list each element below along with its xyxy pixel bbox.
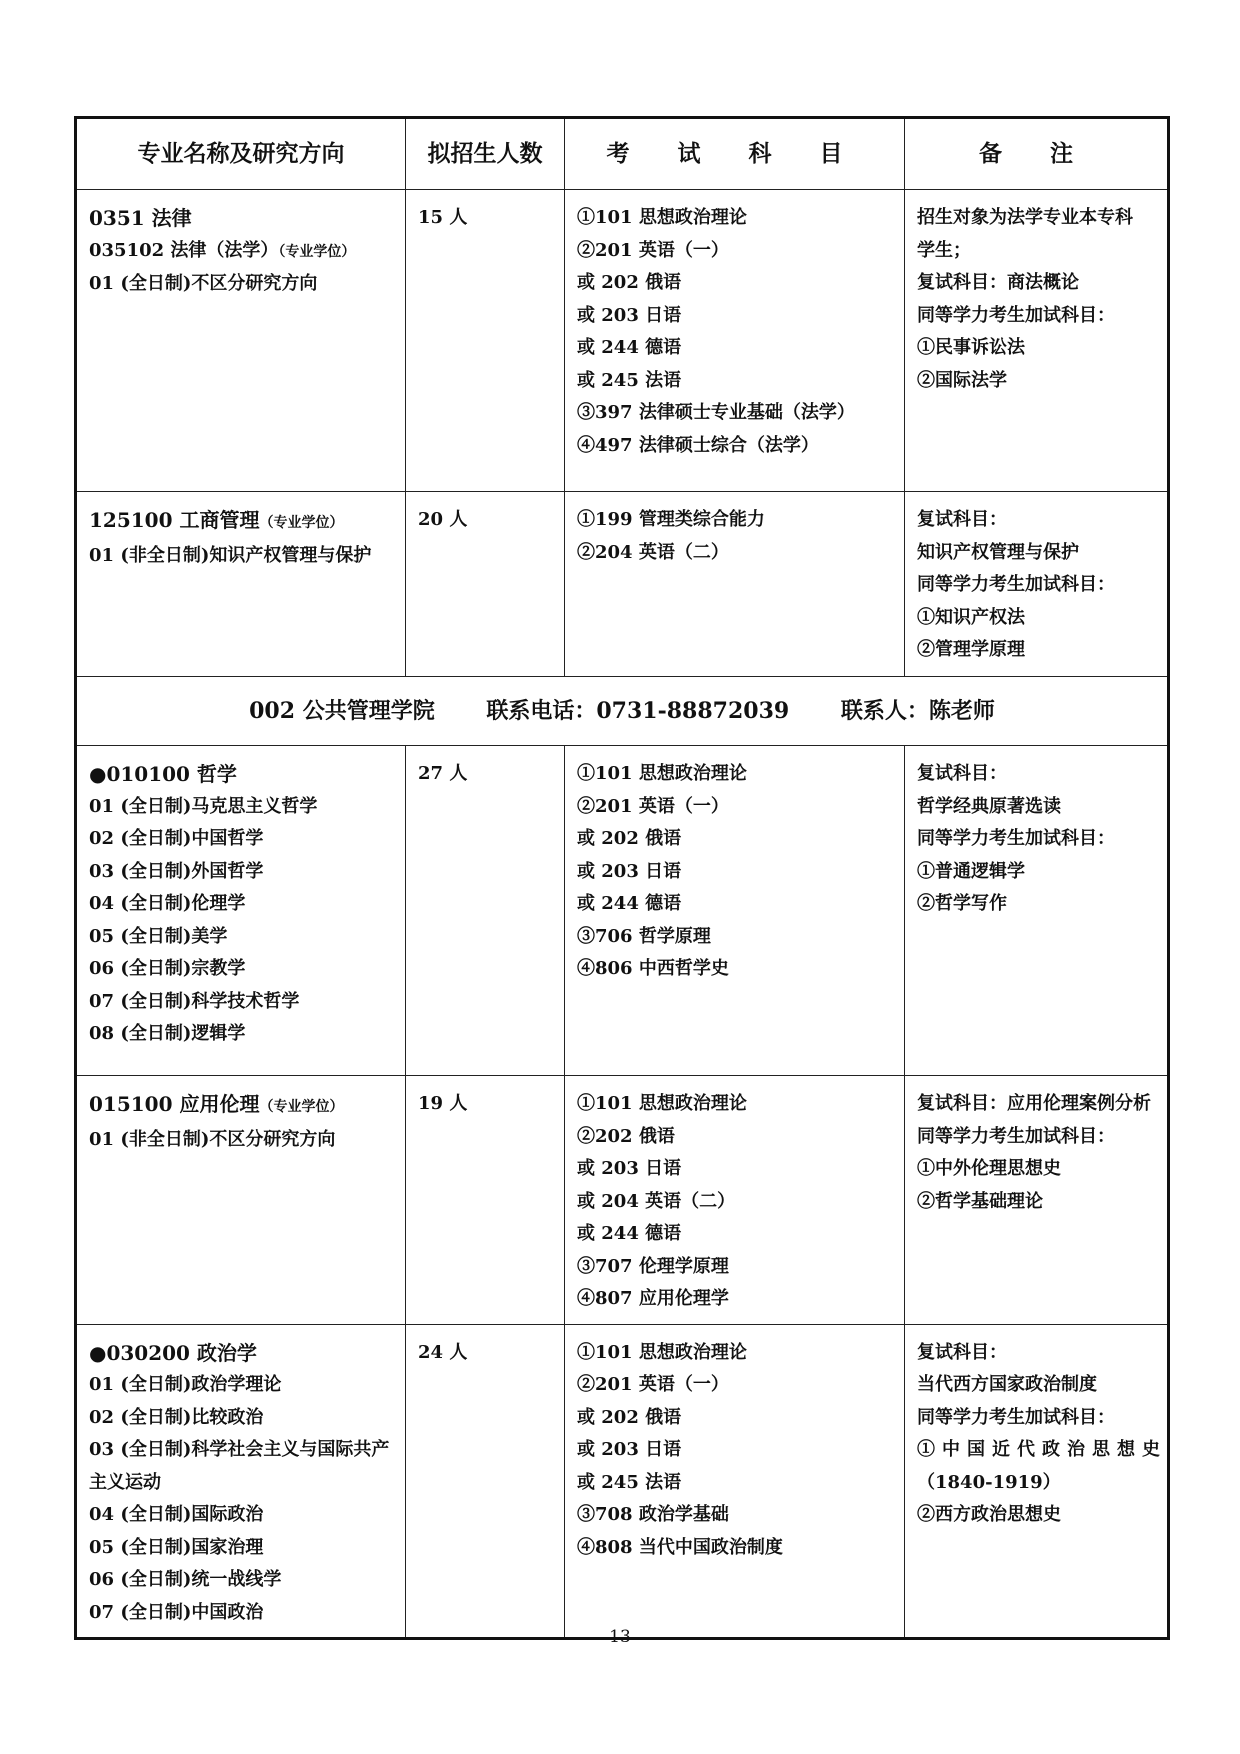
note-cell (905, 492, 1169, 677)
note-line: 复试科目：应用伦理案例分析 (917, 1093, 1151, 1114)
exam-line: ②201 英语（一） (577, 1374, 729, 1395)
exam-line: ②201 英语（一） (577, 795, 729, 817)
note-line: 同等学力考生加试科目： (917, 828, 1115, 849)
department-header-row (76, 677, 1169, 746)
exam-line: ①101 思想政治理论 (577, 1093, 747, 1114)
major-cell (76, 746, 406, 1076)
note-line: 同等学力考生加试科目： (917, 304, 1115, 326)
header-notes: 备 注 (905, 118, 1169, 190)
note-line: 同等学力考生加试科目： (917, 574, 1115, 595)
table-row (76, 1324, 1169, 1639)
note-line: ①中国近代政治思想史 (917, 1439, 1167, 1460)
exam-line: 或 204 英语（二） (577, 1190, 736, 1212)
major-title: ●010100 哲学 (89, 762, 237, 786)
major-title-line: 125100 工商管理（专业学位） (89, 508, 344, 532)
exam-line: 或 203 日语 (577, 304, 682, 326)
department-name: 002 公共管理学院 (249, 697, 435, 724)
direction-line: 035102 法律（法学）（专业学位） (89, 239, 356, 261)
department-phone: 联系电话：0731-88872039 (486, 697, 790, 724)
direction-line: 01 (非全日制)不区分研究方向 (89, 1128, 336, 1150)
direction-line: 01 (全日制)政治学理论 (89, 1374, 282, 1395)
header-major: 专业名称及研究方向 (76, 118, 406, 190)
note-line: 复试科目：商法概论 (917, 272, 1079, 293)
note-line: 哲学经典原著选读 (917, 795, 1061, 817)
table-row (76, 492, 1169, 677)
exam-line: ④807 应用伦理学 (577, 1288, 729, 1309)
department-header (76, 677, 1169, 746)
note-line: 同等学力考生加试科目： (917, 1125, 1115, 1147)
note-line: ②国际法学 (917, 369, 1007, 391)
exam-line: 或 202 俄语 (577, 1406, 682, 1428)
exam-line: ②204 英语（二） (577, 541, 729, 563)
note-line: ①中外伦理思想史 (917, 1158, 1061, 1179)
exam-cell (565, 746, 905, 1076)
count-cell: 24 人 (406, 1324, 565, 1639)
note-line: ①知识产权法 (917, 606, 1025, 628)
direction-line: 05 (全日制)国家治理 (89, 1536, 264, 1558)
count-cell: 27 人 (406, 746, 565, 1076)
exam-line: ①101 思想政治理论 (577, 763, 747, 784)
table-row (76, 746, 1169, 1076)
major-title: 0351 法律 (89, 206, 192, 230)
exam-line: ①101 思想政治理论 (577, 207, 747, 228)
exam-line: 或 202 俄语 (577, 272, 682, 293)
note-line: 当代西方国家政治制度 (917, 1374, 1097, 1395)
note-cell (905, 1324, 1169, 1639)
exam-line: 或 245 法语 (577, 369, 682, 391)
note-line: ②西方政治思想史 (917, 1504, 1061, 1525)
direction-line: 06 (全日制)统一战线学 (89, 1569, 282, 1590)
note-cell (905, 190, 1169, 492)
exam-line: 或 245 法语 (577, 1471, 682, 1493)
note-line: （1840-1919） (917, 1471, 1061, 1493)
note-cell (905, 1076, 1169, 1325)
note-line: 复试科目： (917, 763, 1007, 784)
direction-line: 02 (全日制)中国哲学 (89, 828, 264, 849)
table-row (76, 1076, 1169, 1325)
exam-line: ④497 法律硕士综合（法学） (577, 434, 819, 456)
count-cell: 15 人 (406, 190, 565, 492)
exam-cell (565, 492, 905, 677)
direction-line: 03 (全日制)外国哲学 (89, 860, 264, 882)
direction-line: 04 (全日制)国际政治 (89, 1504, 264, 1525)
note-line: ①民事诉讼法 (917, 337, 1025, 358)
direction-line: 01 (全日制)不区分研究方向 (89, 273, 318, 294)
count-cell: 19 人 (406, 1076, 565, 1325)
header-count: 拟招生人数 (406, 118, 565, 190)
exam-line: ①101 思想政治理论 (577, 1341, 747, 1363)
enrollment-table (74, 116, 1170, 1640)
exam-line: 或 203 日语 (577, 860, 682, 882)
exam-line: ③708 政治学基础 (577, 1504, 729, 1525)
direction-line: 01 (非全日制)知识产权管理与保护 (89, 544, 372, 566)
exam-line: 或 202 俄语 (577, 828, 682, 849)
exam-line: 或 203 日语 (577, 1158, 682, 1179)
major-cell (76, 190, 406, 492)
exam-line: ④808 当代中国政治制度 (577, 1536, 783, 1558)
direction-line: 08 (全日制)逻辑学 (89, 1023, 246, 1044)
major-title: ●030200 政治学 (89, 1340, 257, 1365)
note-cell (905, 746, 1169, 1076)
exam-line: 或 203 日语 (577, 1439, 682, 1460)
table-row (76, 190, 1169, 492)
major-cell (76, 1076, 406, 1325)
direction-line: 06 (全日制)宗教学 (89, 958, 246, 979)
page-number: 13 (609, 1627, 631, 1647)
note-line: 复试科目： (917, 1341, 1007, 1363)
exam-line: ①199 管理类综合能力 (577, 509, 765, 530)
note-line: ②哲学基础理论 (917, 1190, 1043, 1212)
direction-line: 03 (全日制)科学社会主义与国际共产主义运动 (89, 1439, 390, 1493)
major-cell (76, 1324, 406, 1639)
exam-cell (565, 1076, 905, 1325)
count-cell: 20 人 (406, 492, 565, 677)
exam-line: ②202 俄语 (577, 1125, 675, 1147)
exam-line: 或 244 德语 (577, 337, 682, 358)
direction-line: 07 (全日制)科学技术哲学 (89, 990, 300, 1012)
note-line: 知识产权管理与保护 (917, 541, 1079, 563)
exam-line: ③706 哲学原理 (577, 925, 711, 947)
exam-line: 或 244 德语 (577, 1223, 682, 1244)
exam-line: ②201 英语（一） (577, 239, 729, 261)
header-exams: 考 试 科 目 (565, 118, 905, 190)
exam-cell (565, 1324, 905, 1639)
direction-line: 04 (全日制)伦理学 (89, 893, 246, 914)
note-line: ②管理学原理 (917, 639, 1025, 660)
direction-line: 05 (全日制)美学 (89, 925, 228, 947)
exam-line: ③397 法律硕士专业基础（法学） (577, 402, 855, 423)
exam-line: 或 244 德语 (577, 893, 682, 914)
major-title-line: 015100 应用伦理（专业学位） (89, 1092, 344, 1116)
note-line: ②哲学写作 (917, 893, 1007, 914)
direction-line: 02 (全日制)比较政治 (89, 1406, 264, 1428)
note-line: 招生对象为法学专业本专科 (917, 207, 1133, 228)
note-line: 同等学力考生加试科目： (917, 1406, 1115, 1428)
direction-line: 01 (全日制)马克思主义哲学 (89, 795, 318, 817)
department-contact: 联系人：陈老师 (840, 697, 995, 724)
note-line: 学生； (917, 239, 971, 261)
exam-line: ③707 伦理学原理 (577, 1255, 729, 1277)
exam-line: ④806 中西哲学史 (577, 958, 729, 979)
direction-line: 07 (全日制)中国政治 (89, 1601, 264, 1623)
note-line: 复试科目： (917, 509, 1007, 530)
note-line: ①普通逻辑学 (917, 860, 1025, 882)
exam-cell (565, 190, 905, 492)
table-header-row (76, 118, 1169, 190)
major-cell (76, 492, 406, 677)
